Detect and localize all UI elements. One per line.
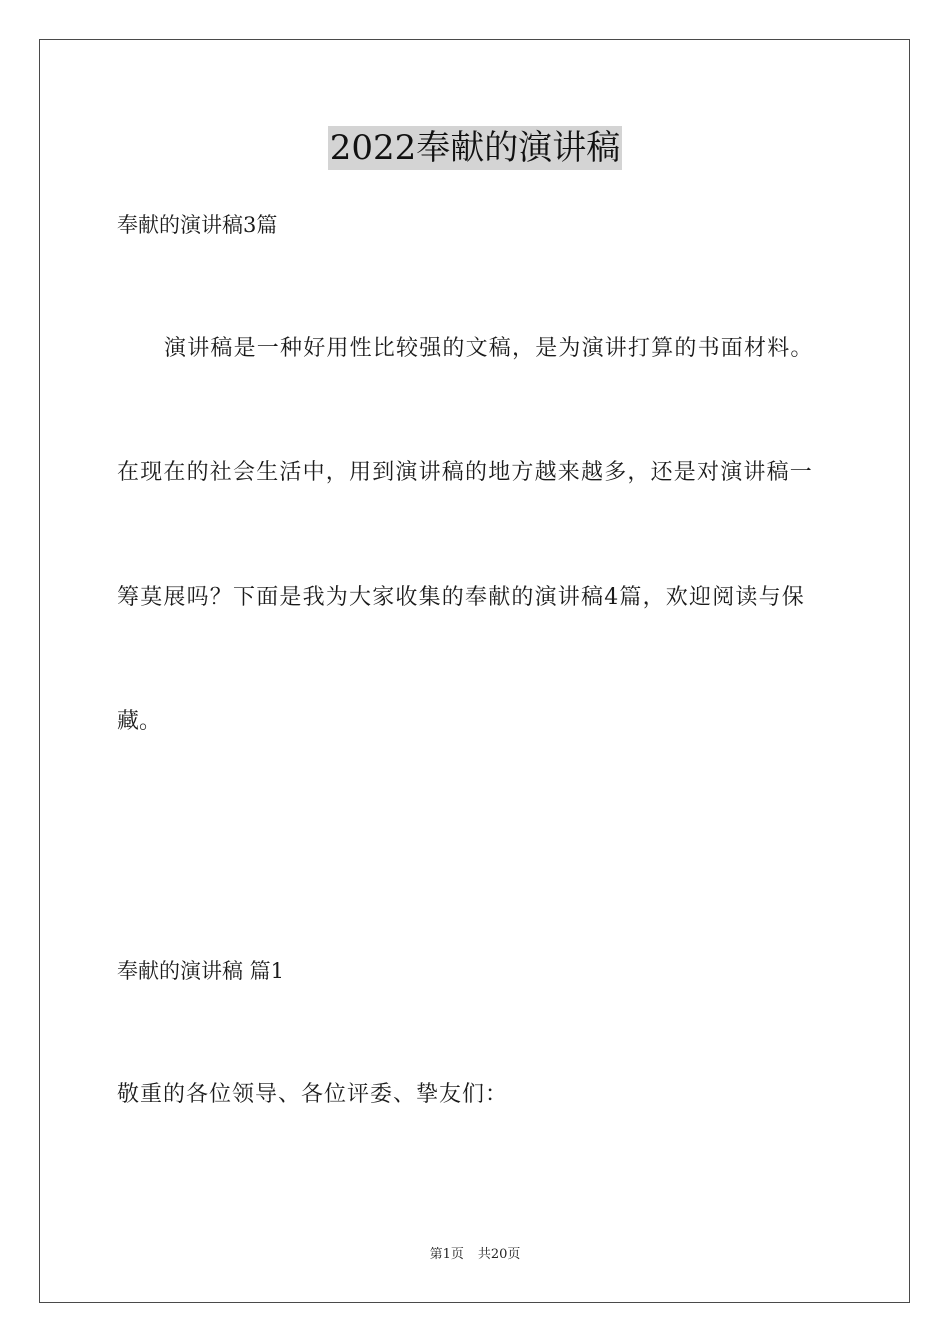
page-footer xyxy=(0,1246,950,1264)
intro-line-3: 筹莫展吗？下面是我为大家收集的奉献的演讲稿4篇，欢迎阅读与保 xyxy=(117,585,805,610)
page-number: 第1页 xyxy=(429,1247,464,1262)
document-subtitle: 奉献的演讲稿3篇 xyxy=(117,213,278,237)
intro-line-1: 演讲稿是一种好用性比较强的文稿，是为演讲打算的书面材料。 xyxy=(164,336,814,361)
greeting-line: 敬重的各位领导、各位评委、挚友们： xyxy=(117,1082,509,1107)
section-heading: 奉献的演讲稿 篇1 xyxy=(117,959,285,983)
document-title: 2022奉献的演讲稿 xyxy=(329,128,621,168)
title-container xyxy=(0,126,950,170)
intro-line-2: 在现在的社会生活中，用到演讲稿的地方越来越多，还是对演讲稿一 xyxy=(117,460,814,485)
page-total: 共20页 xyxy=(477,1247,521,1262)
intro-line-4: 藏。 xyxy=(117,709,162,734)
